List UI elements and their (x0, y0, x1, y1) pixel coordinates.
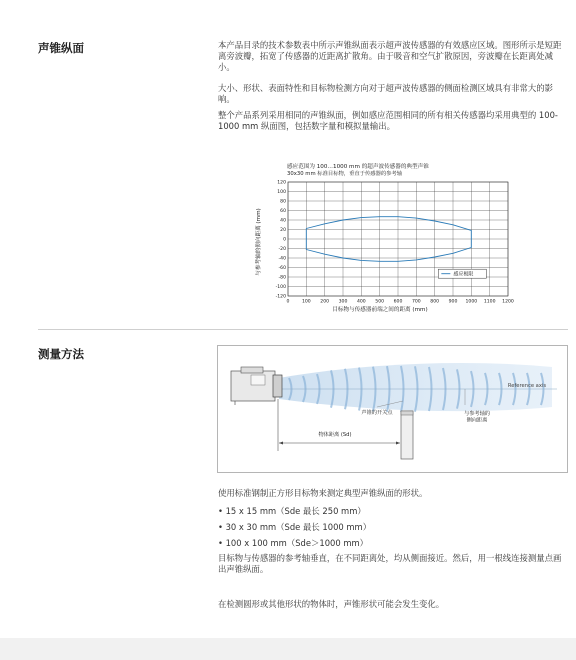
paragraph-cone-series: 整个产品系列采用相同的声锥纵面，例如感应范围相同的所有相关传感器均采用典型的 100-1000 mm 纵面图，包括数字量和模拟量输出。 (218, 110, 558, 131)
object-distance-label: 物体距离 (Sd) (318, 432, 352, 438)
chart-ytick-label: 0 (283, 237, 286, 243)
lateral-distance-label: 与参考轴的侧向距离 (464, 411, 490, 424)
chart-subtitle: 30x30 mm 标准目标物，垂直于传感器的参考轴 (287, 171, 403, 177)
chart-ytick-label: 40 (280, 218, 286, 224)
chart-xtick-label: 1100 (483, 299, 496, 305)
target-object (401, 411, 413, 459)
chart-xlabel: 目标物与传感器前端之间的距离 (mm) (332, 307, 428, 313)
chart-ytick-label: 120 (277, 180, 286, 186)
chart-ytick-label: -80 (278, 275, 286, 281)
chart-xtick-label: 600 (393, 299, 403, 305)
chart-xtick-label: 900 (448, 299, 458, 305)
section-divider (38, 329, 568, 330)
bullet-target-100: • 100 x 100 mm（Sde＞1000 mm） (218, 538, 369, 548)
chart-ylabel: 与参考轴的侧向距离 (mm) (256, 208, 262, 276)
chart-xtick-label: 200 (320, 299, 330, 305)
paragraph-cone-influence: 大小、形状、表面特性和目标物检测方向对于超声波传感器的侧面检测区域具有非常大的影响。 (218, 83, 553, 104)
chart-title: 感应范围为 100…1000 mm 的超声波传感器的典型声锥 (287, 164, 429, 170)
chart-xtick-label: 0 (286, 299, 290, 305)
ultrasonic-sensor-icon (231, 367, 282, 405)
chart-xtick-label: 400 (356, 299, 366, 305)
switch-point-label: 声锥的开关点 (361, 410, 393, 416)
chart-xtick-label: 500 (375, 299, 385, 305)
paragraph-method-procedure: 目标物与传感器的参考轴垂直，在不同距离处，均从侧面接近。然后，用一根线连接测量点画出声锥纵面。 (218, 553, 562, 574)
reference-axis-label: Reference axis (507, 383, 547, 389)
sensing-cone-chart (250, 158, 530, 320)
chart-ytick-label: 100 (277, 190, 286, 196)
paragraph-cone-intro: 本产品目录的技术参数表中所示声锥纵面表示超声波传感器的有效感应区域。图形所示是短距离旁波瓣，拓宽了传感器的近距离扩散角。由于吸音和空气扩散原因，旁波瓣在长距离处减小。 (218, 40, 562, 72)
paragraph-method-note: 在检测圆形或其他形状的物体时，声锥形状可能会发生变化。 (218, 599, 445, 609)
chart-ytick-label: -120 (275, 294, 286, 300)
measurement-diagram (217, 345, 568, 473)
chart-xtick-label: 100 (301, 299, 311, 305)
chart-ytick-label: -100 (275, 285, 286, 291)
chart-xtick-label: 1000 (465, 299, 478, 305)
footer-band (0, 638, 576, 660)
chart-xtick-label: 300 (338, 299, 348, 305)
chart-ytick-label: 80 (280, 199, 286, 205)
section-heading-method: 测量方法 (38, 347, 84, 361)
chart-ytick-label: 60 (280, 209, 286, 215)
chart-ytick-label: -40 (278, 256, 286, 262)
chart-legend-label: 感应极限 (453, 271, 474, 278)
bullet-target-30: • 30 x 30 mm（Sde 最长 1000 mm） (218, 522, 372, 532)
chart-xtick-label: 800 (430, 299, 440, 305)
chart-xtick-label: 1200 (502, 299, 514, 305)
chart-xtick-label: 700 (411, 299, 421, 305)
chart-ytick-label: -20 (278, 247, 286, 253)
section-heading-cone: 声锥纵面 (38, 41, 84, 55)
bullet-target-15: • 15 x 15 mm（Sde 最长 250 mm） (218, 506, 366, 516)
chart-ytick-label: -60 (278, 266, 286, 272)
chart-ytick-label: 20 (280, 228, 286, 234)
paragraph-method-intro: 使用标准钢制正方形目标物来测定典型声锥纵面的形状。 (218, 488, 428, 498)
